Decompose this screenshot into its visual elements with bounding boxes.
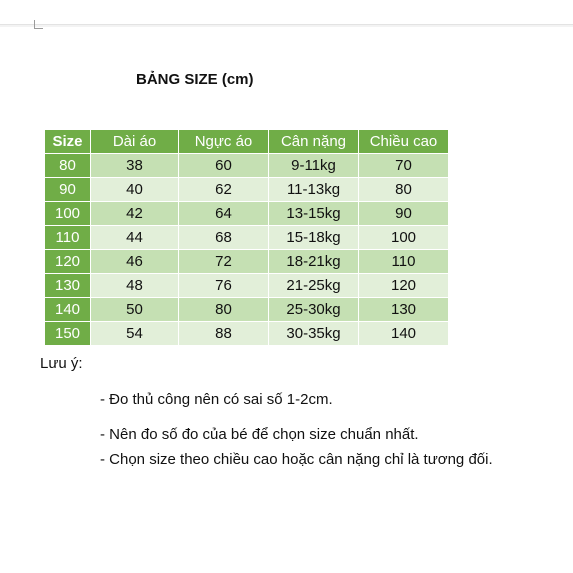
cell-size: 90 bbox=[45, 178, 91, 202]
cell-weight: 25-30kg bbox=[269, 298, 359, 322]
cell-height: 140 bbox=[359, 322, 449, 346]
cell-size: 100 bbox=[45, 202, 91, 226]
cell-weight: 21-25kg bbox=[269, 274, 359, 298]
cell-weight: 18-21kg bbox=[269, 250, 359, 274]
header-weight: Cân nặng bbox=[269, 130, 359, 154]
page-top-border-shadow bbox=[0, 25, 573, 27]
cell-length: 44 bbox=[91, 226, 179, 250]
size-table bbox=[45, 130, 449, 346]
notes-label: Lưu ý: bbox=[40, 355, 83, 372]
cell-chest: 72 bbox=[179, 250, 269, 274]
header-height: Chiều cao bbox=[359, 130, 449, 154]
cell-length: 48 bbox=[91, 274, 179, 298]
cell-size: 150 bbox=[45, 322, 91, 346]
table-row bbox=[45, 154, 449, 178]
table-header-row bbox=[45, 130, 449, 154]
cell-weight: 9-11kg bbox=[269, 154, 359, 178]
cell-chest: 80 bbox=[179, 298, 269, 322]
cell-length: 50 bbox=[91, 298, 179, 322]
cell-length: 46 bbox=[91, 250, 179, 274]
cell-chest: 64 bbox=[179, 202, 269, 226]
table-row bbox=[45, 202, 449, 226]
table-row bbox=[45, 298, 449, 322]
note-item: - Nên đo số đo của bé để chọn size chuẩn nhất. bbox=[100, 426, 419, 443]
note-item: - Chọn size theo chiều cao hoặc cân nặng chỉ là tương đối. bbox=[100, 451, 493, 468]
header-length: Dài áo bbox=[91, 130, 179, 154]
cell-chest: 76 bbox=[179, 274, 269, 298]
cell-chest: 60 bbox=[179, 154, 269, 178]
cell-height: 120 bbox=[359, 274, 449, 298]
note-item: - Đo thủ công nên có sai số 1-2cm. bbox=[100, 391, 333, 408]
cell-length: 38 bbox=[91, 154, 179, 178]
cell-weight: 13-15kg bbox=[269, 202, 359, 226]
cell-size: 80 bbox=[45, 154, 91, 178]
cell-chest: 62 bbox=[179, 178, 269, 202]
cell-size: 120 bbox=[45, 250, 91, 274]
table-row bbox=[45, 226, 449, 250]
cell-height: 100 bbox=[359, 226, 449, 250]
cell-length: 42 bbox=[91, 202, 179, 226]
table-row bbox=[45, 274, 449, 298]
margin-corner-mark bbox=[34, 20, 43, 29]
cell-size: 140 bbox=[45, 298, 91, 322]
header-chest: Ngực áo bbox=[179, 130, 269, 154]
cell-chest: 88 bbox=[179, 322, 269, 346]
table-row bbox=[45, 178, 449, 202]
table-row bbox=[45, 322, 449, 346]
cell-size: 110 bbox=[45, 226, 91, 250]
cell-weight: 30-35kg bbox=[269, 322, 359, 346]
cell-chest: 68 bbox=[179, 226, 269, 250]
cell-height: 80 bbox=[359, 178, 449, 202]
document-title: BẢNG SIZE (cm) bbox=[136, 71, 254, 88]
cell-height: 70 bbox=[359, 154, 449, 178]
header-size: Size bbox=[45, 130, 91, 154]
cell-height: 110 bbox=[359, 250, 449, 274]
table-row bbox=[45, 250, 449, 274]
cell-weight: 11-13kg bbox=[269, 178, 359, 202]
cell-size: 130 bbox=[45, 274, 91, 298]
cell-height: 90 bbox=[359, 202, 449, 226]
cell-height: 130 bbox=[359, 298, 449, 322]
cell-weight: 15-18kg bbox=[269, 226, 359, 250]
cell-length: 40 bbox=[91, 178, 179, 202]
cell-length: 54 bbox=[91, 322, 179, 346]
